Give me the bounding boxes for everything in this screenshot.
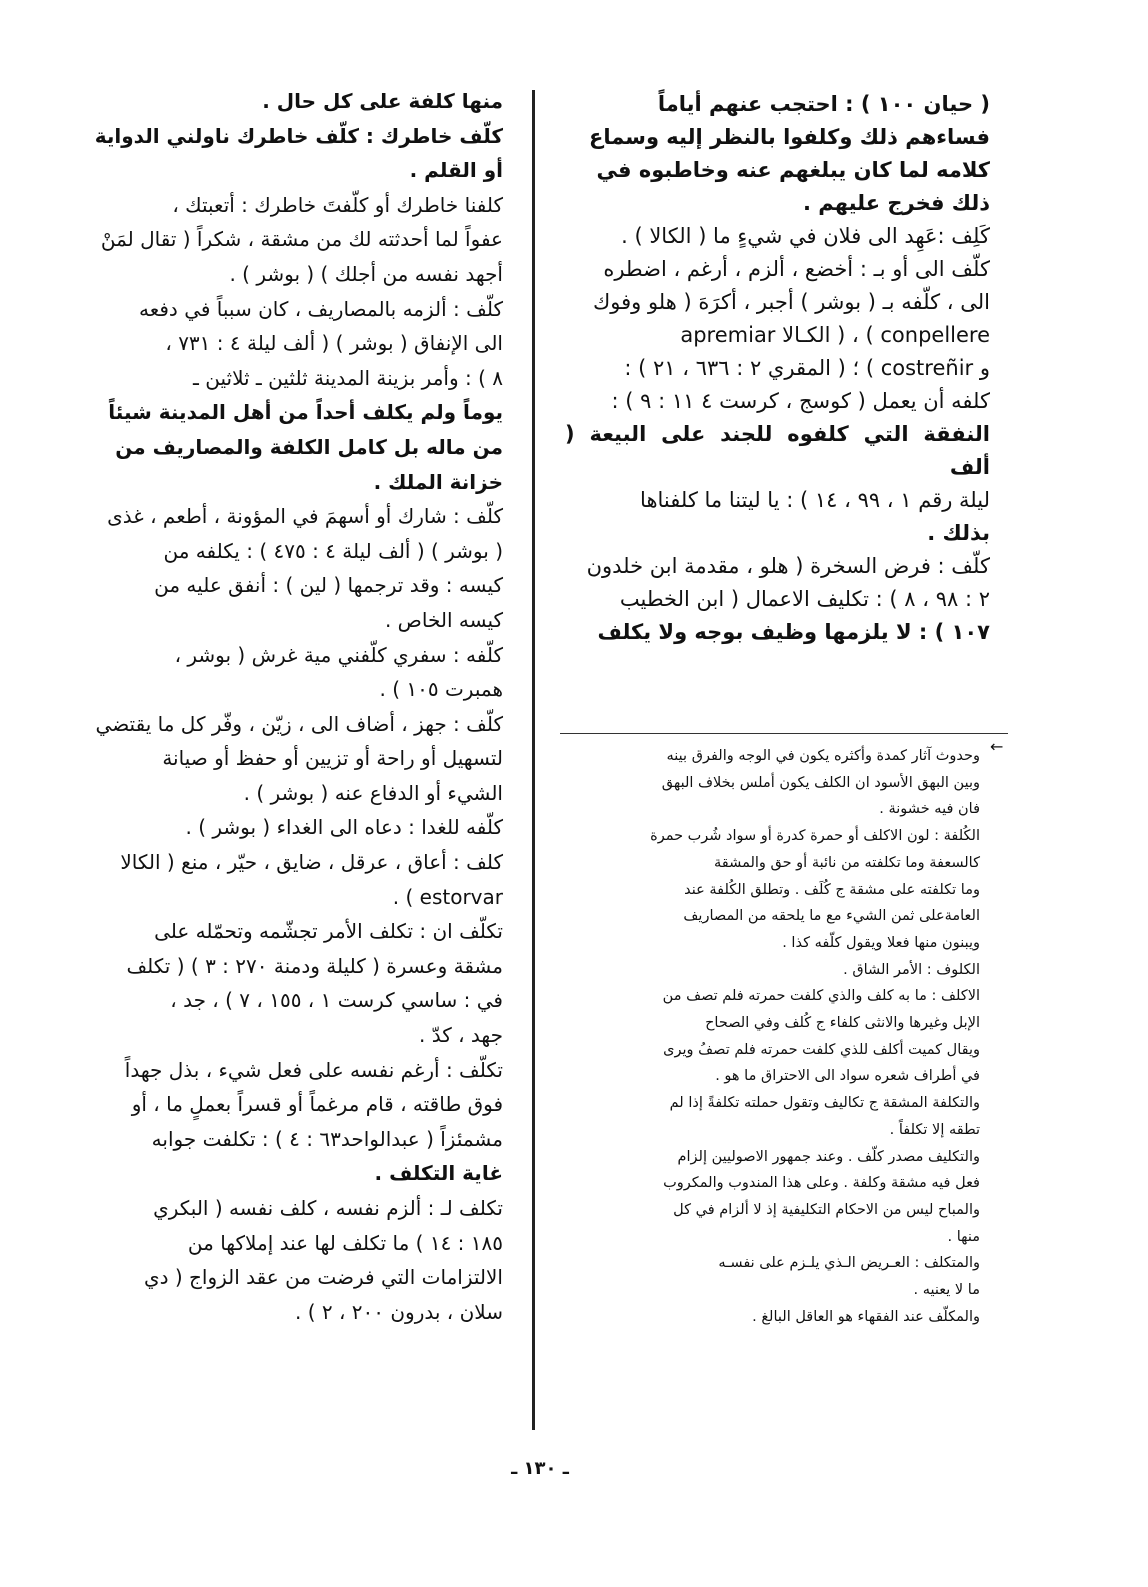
footnote-line: منها . — [947, 1228, 980, 1245]
left-column-line: ١٨٥ : ١٤ ) ما تكلف لها عند إملاكها من — [187, 1230, 503, 1255]
footnote-line: الكُلفة : لون الاكلف أو حمرة كدرة أو سواد شُرب حمرة — [650, 828, 980, 845]
footnote-line: والتكليف مصدر كلّف . وعند جمهور الاصوليين إلزام — [677, 1148, 980, 1165]
footnote-line: وحدوث آثار كمدة وأكثره يكون في الوجه والفرق بينه — [666, 748, 980, 764]
column-divider — [532, 90, 535, 1430]
footnote-line: والتكلفة المشقة ج تكاليف وتقول حملته تكلفةً إذا لم — [669, 1095, 980, 1112]
right-column-line: فساءهم ذلك وكلفوا بالنظر إليه وسماع — [588, 125, 990, 149]
right-column-line: ١٠٧ ) : لا يلزمها وظيف بوجه ولا يكلف — [597, 620, 990, 644]
left-column-line: جهد ، كدّ . — [419, 1023, 503, 1048]
footnote-line: وما تكلفته على مشقة ج كُلَف . وتطلق الكُلفة عند — [684, 881, 980, 898]
left-column-line: كلّفه : سفري كلّفني مية غرش ( بوشر ، — [174, 642, 503, 667]
left-column — [68, 84, 503, 1329]
left-column-line: كلّف خاطرك : كلّف خاطرك ناولني الدواية — [94, 123, 503, 148]
right-column-line: كلّف : فرض السخرة ( هلو ، مقدمة ابن خلدون — [586, 554, 990, 578]
footnote-arrow-icon: ← — [990, 737, 1004, 756]
left-column-line: يوماً ولم يكلف أحداً من أهل المدينة شيئاً — [108, 400, 503, 425]
left-column-line: لتسهيل أو راحة أو تزيين أو حفظ أو صيانة — [162, 746, 503, 771]
left-column-line: ٨ ) : وأمر بزينة المدينة ثلثين ـ ثلاثين ـ — [193, 365, 503, 390]
right-column-line: النفقة التي كلفوه للجند على البيعة ( ألف — [565, 422, 990, 479]
left-column-line: أو القلم . — [409, 158, 503, 183]
left-column-line: كلّف : جهز ، أضاف الى ، زيّن ، وفّر كل ما يقتضي — [95, 711, 503, 736]
right-column-line: كلامه لما كان يبلغهم عنه وخاطبوه في — [596, 158, 990, 182]
left-column-line: همبرت ١٠٥ ) . — [379, 677, 503, 702]
left-column-line: تكلّف ان : تكلف الأمر تجشّمه وتحمّله على — [154, 919, 503, 944]
left-column-line: الالتزامات التي فرضت من عقد الزواج ( دي — [143, 1265, 503, 1290]
right-column — [565, 88, 990, 649]
footnote-rule — [560, 733, 1008, 734]
footnote-line: الإبل وغيرها والانثى كلفاء ج كُلف وفي الصحاح — [705, 1015, 980, 1032]
left-column-line: كلّف : ألزمه بالمصاريف ، كان سبباً في دفعه — [139, 296, 503, 321]
footnote-line: في أطراف شعره سواد الى الاحتراق ما هو . — [715, 1068, 980, 1085]
left-column-line: فوق طاقته ، قام مرغماً أو قسراً بعملٍ ما ، أو — [131, 1092, 503, 1117]
left-column-line: الشيء أو الدفاع عنه ( بوشر ) . — [243, 780, 503, 805]
footnotes — [555, 743, 980, 1330]
right-column-line: ٢ : ٩٨ ، ٨ ) : تكليف الاعمال ( ابن الخطيب — [619, 587, 990, 611]
footnote-line: والمباح ليس من الاحكام التكليفية إذ لا ألزام في كل — [673, 1201, 980, 1218]
footnote-line: كالسعفة وما تكلفته من نائبة أو حق والمشقة — [714, 854, 980, 871]
right-column-line: ليلة رقم ١ ، ٩٩ ، ١٤ ) : يا ليتنا ما كلفناها — [640, 488, 990, 512]
footnote-line: والمتكلف : العـريض الـذي يلـزم على نفسـه — [718, 1255, 980, 1272]
left-column-line: خزانة الملك . — [373, 469, 503, 494]
right-column-line: conpellere ) ، ( الكـالا apremiar — [680, 323, 990, 347]
left-column-line: منها كلفة على كل حال . — [262, 89, 503, 113]
left-column-line: كيسه الخاص . — [384, 607, 503, 632]
left-column-line: كلفنا خاطرك أو كلّفتَ خاطرك : أتعبتك ، — [172, 192, 503, 217]
right-column-line: كلّف الى أو بـ : أخضع ، ألزم ، أرغم ، اضطره — [603, 257, 990, 281]
left-column-line: estorvar ) . — [392, 884, 503, 909]
left-column-line: كلف : أعاق ، عرقل ، ضايق ، حيّر ، منع ( الكالا — [120, 850, 503, 875]
right-column-line: كلفه أن يعمل ( كوسج ، كرست ٤ ١١ : ٩ ) : — [611, 389, 990, 413]
left-column-line: سلان ، بدرون ٢٠٠ ، ٢ ) . — [294, 1299, 503, 1324]
left-column-line: الى الإنفاق ( بوشر ) ( ألف ليلة ٤ : ٧٣١ ، — [165, 331, 503, 356]
left-column-line: كلّف : شارك أو أسهمَ في المؤونة ، أطعم ، غذى — [107, 504, 503, 529]
right-column-line: كَلِف :عَهِد الى فلان في شيءٍ ما ( الكالا ) . — [621, 224, 990, 248]
right-column-line: الى ، كلّفه بـ ( بوشر ) أجبر ، أكرَهَ ( هلو وفوك — [592, 290, 990, 314]
footnote-line: تطقه إلا تكلفاً . — [889, 1121, 980, 1138]
page-number: ـ ١٣٠ ـ — [511, 1458, 569, 1479]
left-column-line: تكلف لـ : ألزم نفسه ، كلف نفسه ( البكري — [153, 1196, 503, 1220]
left-column-line: ( بوشر ) ( ألف ليلة ٤ : ٤٧٥ ) : يكلفه من — [163, 538, 503, 563]
right-column-line: بذلك . — [927, 521, 990, 545]
footnote-line: العامةعلى ثمن الشيء مع ما يلحقه من المصاريف — [683, 908, 980, 925]
left-column-line: من ماله بل كامل الكلفة والمصاريف من — [115, 434, 503, 459]
footnote-line: وبين البهق الأسود ان الكلف يكون أملس بخلاف البهق — [661, 774, 980, 791]
left-column-line: أجهد نفسه من أجلك ) ( بوشر ) . — [229, 261, 503, 286]
footnote-line: ما لا يعنيه . — [913, 1282, 980, 1299]
left-column-line: غاية التكلف . — [374, 1161, 503, 1186]
left-column-line: في : ساسي كرست ١ ، ١٥٥ ، ٧ ) ، جد ، — [170, 988, 503, 1013]
left-column-line: مشقة وعسرة ( كليلة ودمنة ٢٧٠ : ٣ ) ( تكلف — [126, 953, 503, 978]
footnote-line: فان فيه خشونة . — [879, 801, 980, 818]
footnote-line: الاكلف : ما به كلف والذي كلفت حمرته فلم تصف من — [662, 988, 980, 1005]
left-column-line: كلّفه للغدا : دعاه الى الغداء ( بوشر ) . — [185, 815, 503, 840]
footnote-line: والمكلّف عند الفقهاء هو العاقل البالغ . — [752, 1308, 980, 1325]
right-column-line: ( حيان ١٠٠ ) : احتجب عنهم أياماً — [657, 92, 990, 116]
right-column-line: ذلك فخرج عليهم . — [802, 191, 990, 215]
footnote-line: الكلوف : الأمر الشاق . — [843, 961, 980, 978]
right-column-line: و costreñir ) ؛ ( المقري ٢ : ٦٣٦ ، ٢١ ) : — [624, 356, 990, 380]
footnote-line: فعل فيه مشقة وكلفة . وعلى هذا المندوب والمكروب — [663, 1175, 980, 1192]
footnote-line: ويبنون منها فعلا ويقول كلّفه كذا . — [782, 934, 980, 951]
left-column-line: مشمئزاً ( عبدالواحد٦٣ : ٤ ) : تكلفت جوابه — [151, 1126, 503, 1151]
left-column-line: عفواً لما أحدثته لك من مشقة ، شكراً ( تقال لمَنْ — [100, 227, 503, 252]
footnote-line: ويقال كميت أكلف للذي كلفت حمرته فلم تصفُ ويرى — [663, 1041, 980, 1058]
left-column-line: كيسه : وقد ترجمها ( لين ) : أنفق عليه من — [154, 573, 503, 598]
left-column-line: تكلّف : أرغم نفسه على فعل شيء ، بذل جهداً — [124, 1057, 503, 1082]
